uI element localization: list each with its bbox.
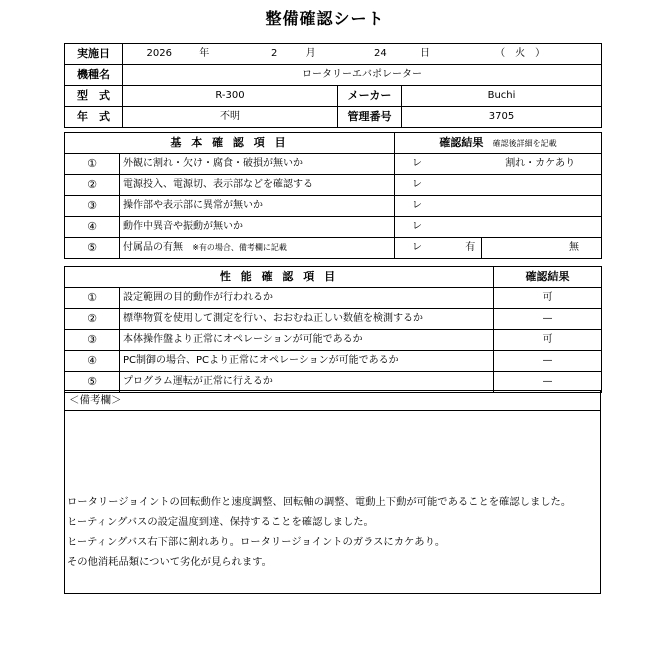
- remarks-line: その他消耗品類について劣化が見られます。: [67, 556, 272, 568]
- basic-result-label: 確認結果: [439, 135, 484, 149]
- item-text: 操作部や表示部に異常が無いか: [120, 196, 395, 217]
- item5-yes-cell: [395, 238, 482, 259]
- basic-header-row: [65, 133, 602, 154]
- model-row: [65, 65, 602, 86]
- month-value: 2: [271, 48, 278, 59]
- perf-header: 性 能 確 認 項 目: [65, 267, 494, 288]
- model-value: ロータリーエバポレーター: [123, 65, 602, 86]
- check-mark: レ: [412, 221, 422, 232]
- table-row: [65, 330, 602, 351]
- item-text: 本体操作盤より正常にオペレーションが可能であるか: [120, 330, 494, 351]
- item-result: 可: [494, 288, 602, 309]
- date-label: 実施日: [65, 44, 123, 65]
- remarks-line: ロータリージョイントの回転動作と速度調整、回転軸の調整、電動上下動が可能であることを確認しました。: [67, 496, 572, 508]
- item-result: [395, 217, 602, 238]
- basic-result-note: 確認後詳細を記載: [492, 138, 557, 148]
- table-row: [65, 196, 602, 217]
- remarks-label: ＜備考欄＞: [69, 394, 122, 406]
- perf-header-row: [65, 267, 602, 288]
- item-text: [120, 238, 395, 259]
- check-mark: レ: [412, 200, 422, 211]
- item-result: [395, 154, 602, 175]
- item-text: 外観に割れ・欠け・腐食・破損が無いか: [120, 154, 395, 175]
- item-number: ②: [65, 175, 120, 196]
- table-row: [65, 309, 602, 330]
- day-value: 24: [374, 48, 387, 59]
- remarks-text: [67, 492, 571, 572]
- table-row: [65, 351, 602, 372]
- item-text: プログラム運転が正常に行えるか: [120, 372, 494, 393]
- mgmt-label: 管理番号: [338, 107, 402, 128]
- year-unit: 年: [199, 48, 210, 59]
- info-table: [64, 43, 602, 128]
- year-value: 2026: [146, 48, 172, 59]
- item-number: ①: [65, 154, 120, 175]
- maker-label: メーカー: [338, 86, 402, 107]
- weekday-value: （ 火 ）: [495, 48, 546, 59]
- item-result: —: [494, 351, 602, 372]
- month-unit: 月: [305, 48, 316, 59]
- perf-result-header: 確認結果: [494, 267, 602, 288]
- year-label: 年 式: [65, 107, 123, 128]
- basic-result-header: [395, 133, 602, 154]
- item-text: 設定範囲の目的動作が行われるか: [120, 288, 494, 309]
- yes-label: 有: [465, 242, 476, 253]
- item-text: 動作中異音や振動が無いか: [120, 217, 395, 238]
- table-row: [65, 175, 602, 196]
- item-result: —: [494, 372, 602, 393]
- item-result: 可: [494, 330, 602, 351]
- table-row: [65, 238, 602, 259]
- remarks-line: ヒーティングバスの設定温度到達、保持することを確認しました。: [67, 516, 374, 528]
- type-value: R-300: [123, 86, 338, 107]
- day-unit: 日: [419, 48, 430, 59]
- item-result: —: [494, 309, 602, 330]
- type-row: [65, 86, 602, 107]
- item5-text: 付属品の有無: [123, 242, 183, 253]
- table-row: [65, 288, 602, 309]
- remarks-box: [64, 390, 601, 594]
- item-number: ③: [65, 196, 120, 217]
- item-detail: 割れ・カケあり: [505, 158, 576, 169]
- mgmt-value: 3705: [402, 107, 602, 128]
- no-label: 無: [482, 238, 602, 259]
- item-number: ④: [65, 351, 120, 372]
- table-row: [65, 154, 602, 175]
- check-mark: レ: [412, 242, 422, 253]
- item-result: [395, 175, 602, 196]
- model-label: 機種名: [65, 65, 123, 86]
- table-row: [65, 217, 602, 238]
- item-text: 電源投入、電源切、表示部などを確認する: [120, 175, 395, 196]
- check-mark: レ: [412, 158, 422, 169]
- check-mark: レ: [412, 179, 422, 190]
- page-title: 整備確認シート: [265, 9, 385, 28]
- year-model-value: 不明: [123, 107, 338, 128]
- year-row: [65, 107, 602, 128]
- remarks-line: ヒーティングバス右下部に割れあり。ロータリージョイントのガラスにカケあり。: [67, 536, 446, 548]
- item-number: ⑤: [65, 238, 120, 259]
- item-number: ⑤: [65, 372, 120, 393]
- item-text: PC制御の場合、PCより正常にオペレーションが可能であるか: [120, 351, 494, 372]
- basic-header: 基 本 確 認 項 目: [65, 133, 395, 154]
- item-text: 標準物質を使用して測定を行い、おおむね正しい数値を検測するか: [120, 309, 494, 330]
- date-value: [123, 44, 602, 65]
- maker-value: Buchi: [402, 86, 602, 107]
- date-row: [65, 44, 602, 65]
- item-number: ②: [65, 309, 120, 330]
- performance-check-table: [64, 266, 602, 393]
- type-label: 型 式: [65, 86, 123, 107]
- item-number: ④: [65, 217, 120, 238]
- item-number: ③: [65, 330, 120, 351]
- item5-note: ※有の場合、備考欄に記載: [192, 243, 287, 252]
- item-number: ①: [65, 288, 120, 309]
- item-result: [395, 196, 602, 217]
- remarks-divider: [65, 410, 600, 411]
- basic-check-table: [64, 132, 602, 259]
